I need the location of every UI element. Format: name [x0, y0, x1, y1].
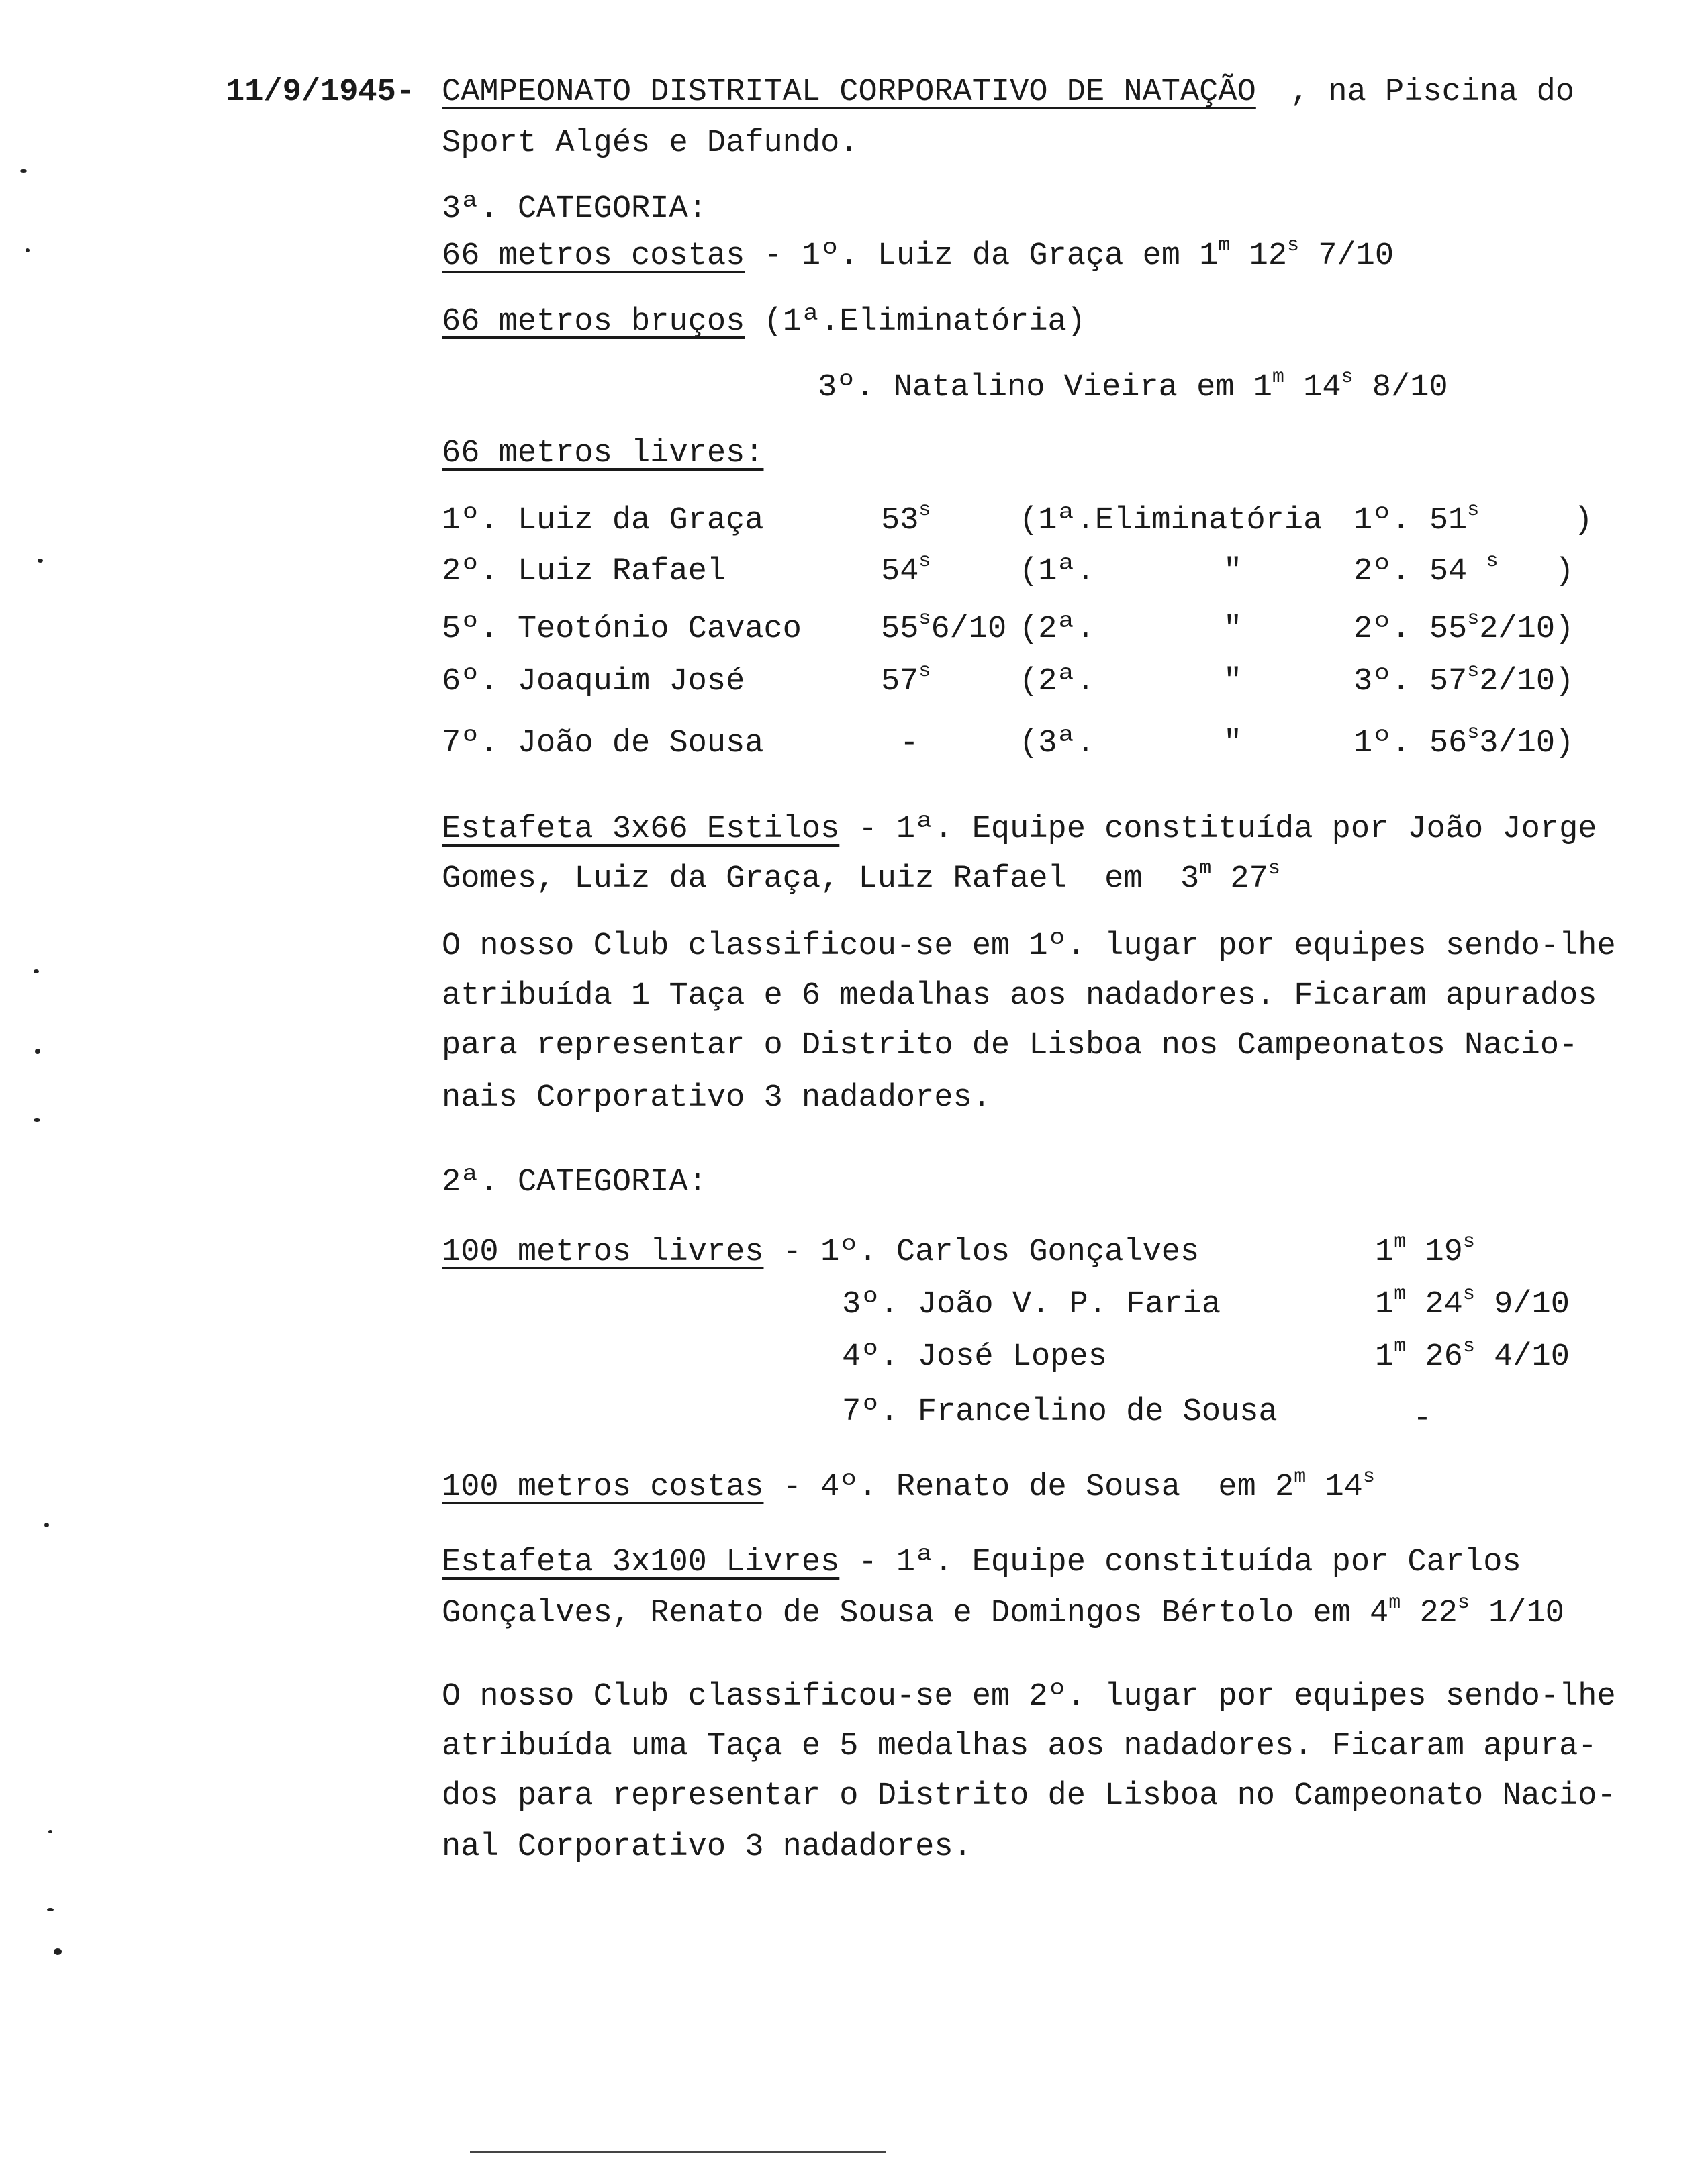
unit-s: s — [918, 660, 931, 683]
ditto-mark: " — [1223, 554, 1243, 589]
scan-speck — [34, 969, 39, 973]
row-result-tail: 2/10) — [1479, 664, 1574, 700]
row-result-tail: 2/10) — [1479, 612, 1574, 647]
unit-m: m — [1394, 1231, 1407, 1253]
row-sec: - — [1375, 1401, 1432, 1437]
unit-s: s — [1467, 660, 1480, 683]
row-result-value: 3º. 57 — [1354, 664, 1468, 700]
unit-s: s — [1462, 1335, 1475, 1358]
scan-speck — [35, 1049, 40, 1054]
bottom-edge-line — [470, 2151, 886, 2153]
cat3-relay-seconds: 27 — [1211, 861, 1268, 897]
cat3-costas-seconds: 12 — [1230, 238, 1288, 274]
row-time — [881, 499, 931, 538]
row-sec: 24 — [1406, 1287, 1463, 1323]
scan-speck — [48, 1830, 52, 1833]
row-sec: 26 — [1406, 1339, 1463, 1375]
row-result — [1354, 660, 1574, 700]
unit-m: m — [1394, 1335, 1407, 1358]
cat3-relay-text-b: Gomes, Luiz da Graça, Luiz Rafael em 3 — [442, 861, 1200, 897]
ditto-mark: " — [1223, 726, 1243, 761]
cat2-row-time — [1375, 1403, 1432, 1435]
cat2-relay-seconds: 22 — [1401, 1596, 1458, 1631]
event-title: CAMPEONATO DISTRITAL CORPORATIVO DE NATAÇÃO — [442, 75, 1256, 110]
row-min: 1 — [1375, 1339, 1394, 1375]
cat3-costas-label: 66 metros costas — [442, 238, 745, 274]
scan-speck — [44, 1523, 49, 1527]
row-tail: 9/10 — [1474, 1287, 1570, 1323]
row-result-tail: ) — [1479, 503, 1593, 538]
cat2-relay-line-1 — [442, 1547, 1521, 1578]
row-elim: (1ª. — [1019, 554, 1095, 589]
cat3-summary-line: nais Corporativo 3 nadadores. — [442, 1080, 991, 1116]
row-result — [1354, 608, 1574, 647]
cat3-summary-line: para representar o Distrito de Lisboa nos Campeonatos Nacio- — [442, 1028, 1578, 1063]
row-tail: 4/10 — [1474, 1339, 1570, 1375]
cat3-relay-line-2 — [442, 857, 1280, 897]
row-result — [1354, 550, 1574, 589]
cat3-summary-line: O nosso Club classificou-se em 1º. lugar por equipes sendo-lhe — [442, 928, 1616, 964]
cat3-costas-tenths: 7/10 — [1299, 238, 1394, 274]
row-place: 6º. Joaquim José — [442, 664, 745, 700]
row-time-value: 55 — [881, 612, 919, 647]
unit-s: s — [1362, 1466, 1375, 1488]
row-time-value: - — [881, 726, 919, 761]
cat2-relay-text-b: Gonçalves, Renato de Sousa e Domingos Bértolo em 4 — [442, 1596, 1389, 1631]
scan-speck — [34, 1118, 40, 1122]
category-2-heading: 2ª. CATEGORIA: — [442, 1165, 707, 1200]
cat2-relay-line-2 — [442, 1592, 1564, 1631]
unit-m: m — [1388, 1592, 1401, 1615]
unit-m: m — [1394, 1283, 1407, 1306]
cat3-livres-label: 66 metros livres: — [442, 436, 764, 471]
row-place: 7º. João de Sousa — [442, 726, 764, 761]
unit-s: s — [918, 499, 931, 522]
cat2-costas-text: - 4º. Renato de Sousa em 2 — [763, 1470, 1294, 1505]
cat3-brucos-line — [442, 306, 1086, 338]
cat3-relay-text-a: - 1ª. Equipe constituída por João Jorge — [839, 812, 1597, 847]
cat2-row-time — [1375, 1231, 1475, 1270]
row-place: 5º. Teotónio Cavaco — [442, 612, 802, 647]
row-elim: (1ª.Eliminatória — [1019, 503, 1323, 538]
unit-s: s — [1467, 722, 1480, 745]
cat2-summary-line: dos para representar o Distrito de Lisboa no Campeonato Nacio- — [442, 1778, 1616, 1814]
row-time — [881, 608, 1007, 647]
unit-s: s — [1467, 499, 1480, 522]
row-min: 1 — [1375, 1235, 1394, 1270]
cat3-summary-line: atribuída 1 Taça e 6 medalhas aos nadadores. Ficaram apurados — [442, 978, 1597, 1014]
entry-date: 11/9/1945- — [226, 75, 416, 110]
cat2-costas-label: 100 metros costas — [442, 1470, 764, 1505]
row-place: 4º. José Lopes — [842, 1339, 1107, 1375]
cat2-relay-tenths: 1/10 — [1469, 1596, 1564, 1631]
cat2-row-time — [1375, 1283, 1570, 1323]
row-time — [881, 728, 918, 759]
row-time-value: 57 — [881, 664, 919, 700]
unit-s: s — [1462, 1283, 1475, 1306]
ditto-mark: " — [1223, 612, 1243, 647]
cat3-costas-result: - 1º. Luiz da Graça em 1 — [745, 238, 1219, 274]
unit-s: s — [918, 608, 931, 630]
row-time-value: 53 — [881, 503, 919, 538]
row-result-tail: ) — [1498, 554, 1574, 589]
row-result — [1354, 722, 1574, 761]
row-result-value: 1º. 51 — [1354, 503, 1468, 538]
cat3-brucos-tenths: 8/10 — [1353, 370, 1448, 405]
scan-speck — [54, 1948, 62, 1955]
event-location-b: Sport Algés e Dafundo. — [442, 126, 859, 161]
cat3-brucos-label: 66 metros bruços — [442, 304, 745, 340]
row-place: 2º. Luiz Rafael — [442, 554, 726, 589]
event-location-a: , na Piscina do — [1290, 75, 1575, 110]
cat3-brucos-result-name: 3º. Natalino Vieira em 1 — [818, 370, 1272, 405]
unit-m: m — [1272, 366, 1284, 389]
unit-s: s — [1341, 366, 1354, 389]
row-place: 7º. Francelino de Sousa — [842, 1394, 1278, 1430]
row-result-value: 2º. 55 — [1354, 612, 1468, 647]
unit-m: m — [1199, 857, 1212, 880]
cat3-relay-line-1 — [442, 814, 1597, 845]
row-result-value: 1º. 56 — [1354, 726, 1468, 761]
row-elim: (2ª. — [1019, 664, 1095, 700]
cat3-brucos-note: (1ª.Eliminatória) — [745, 304, 1086, 340]
unit-s: s — [1268, 857, 1280, 880]
category-3-heading: 3ª. CATEGORIA: — [442, 191, 707, 227]
scan-speck — [26, 248, 30, 252]
unit-m: m — [1294, 1466, 1307, 1488]
cat2-relay-text-a: - 1ª. Equipe constituída por Carlos — [839, 1545, 1521, 1580]
cat2-summary-line: atribuída uma Taça e 5 medalhas aos nadadores. Ficaram apura- — [442, 1729, 1597, 1764]
unit-m: m — [1218, 234, 1231, 257]
unit-s: s — [918, 550, 931, 573]
cat3-costas-line — [442, 234, 1394, 274]
cat3-relay-label: Estafeta 3x66 Estilos — [442, 812, 840, 847]
row-result-value: 2º. 54 — [1354, 554, 1486, 589]
cat2-summary-line: nal Corporativo 3 nadadores. — [442, 1829, 972, 1865]
unit-s: s — [1462, 1231, 1475, 1253]
cat2-costas-seconds: 14 — [1306, 1470, 1363, 1505]
row-result — [1354, 499, 1593, 538]
row-time — [881, 660, 931, 700]
row-time-value: 54 — [881, 554, 919, 589]
cat2-livres-line — [442, 1237, 1199, 1268]
cat2-relay-label: Estafeta 3x100 Livres — [442, 1545, 840, 1580]
cat2-row-time — [1375, 1335, 1570, 1375]
scan-speck — [20, 169, 27, 173]
cat2-costas-line — [442, 1466, 1375, 1505]
cat3-brucos-seconds: 14 — [1284, 370, 1341, 405]
unit-s: s — [1287, 234, 1300, 257]
unit-s: s — [1457, 1592, 1470, 1615]
row-min: 1 — [1375, 1287, 1394, 1323]
row-sec: 19 — [1406, 1235, 1463, 1270]
row-elim: (3ª. — [1019, 726, 1095, 761]
cat2-summary-line: O nosso Club classificou-se em 2º. lugar por equipes sendo-lhe — [442, 1679, 1616, 1715]
cat3-brucos-result — [818, 366, 1448, 405]
row-time-tail: 6/10 — [931, 612, 1007, 647]
ditto-mark: " — [1223, 664, 1243, 700]
row-result-tail: 3/10) — [1479, 726, 1574, 761]
row-place: 3º. João V. P. Faria — [842, 1287, 1221, 1323]
scan-speck — [38, 559, 43, 563]
row-place: 1º. Luiz da Graça — [442, 503, 764, 538]
row-elim: (2ª. — [1019, 612, 1095, 647]
row-time — [881, 550, 931, 589]
unit-s: s — [1486, 550, 1499, 573]
scan-speck — [47, 1908, 54, 1911]
row-place: - 1º. Carlos Gonçalves — [763, 1235, 1200, 1270]
cat2-livres-label: 100 metros livres — [442, 1235, 764, 1270]
unit-s: s — [1467, 608, 1480, 630]
